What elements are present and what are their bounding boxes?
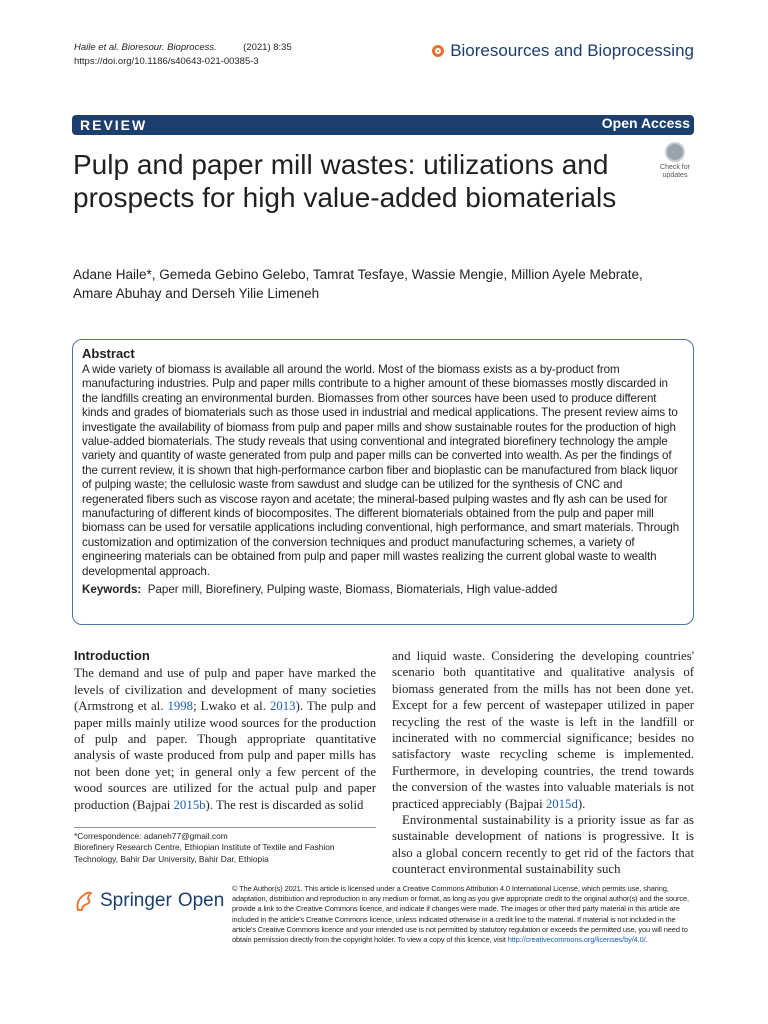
doi-link[interactable]: https://doi.org/10.1186/s40643-021-00385-3 [74,56,259,67]
intro-text-2: ; Lwako et al. [193,699,270,714]
correspondence-email: *Correspondence: adaneh77@gmail.com [74,831,228,841]
citation-year: (2021) 8:35 [243,42,292,53]
license-text [232,884,694,945]
abstract-heading: Abstract [82,346,135,361]
citation-link-1998[interactable]: 1998 [167,699,194,714]
article-type-banner [72,115,694,135]
col2-text-2: ). [577,796,586,811]
footnote-divider [74,827,376,828]
citation-link-2015d[interactable]: 2015d [545,796,578,811]
license-link[interactable]: http://creativecommons.org/licenses/by/4.0/ [507,935,646,945]
keywords [82,583,684,596]
article-type-label: REVIEW [80,117,148,133]
intro-text-3: ). The pulp and paper mills mainly utilize wood sources for the production of pulp and paper. Though appropriate quantitative analysis of waste produced from pulp and paper mills has not been done yet; in general only a few percent of the wood sources are utilized for the actual pulp and paper production (Bajpai [74,699,377,812]
check-for-updates-button[interactable] [656,142,694,182]
license-body: © The Author(s) 2021. This article is licensed under a Creative Commons Attribution 4.0 International License, which permits use, sharing, adaptation, distribution and reproduction in any medium or format, as long as you give appropriate credit to the original author(s) and the source, provide a link to the Creative Commons licence, and indicate if changes were made. The images or other third party material in this article are included in the article's Creative Commons licence, unless indicated otherwise in a credit line to the material. If material is not included in the article's Creative Commons licence and your intended use is not permitted by statutory regulation or exceeds the permitted use, you will need to obtain permission directly from the copyright holder. To view a copy of this licence, visit [232,884,689,945]
open-access-label: Open Access [601,115,690,131]
body-paragraph-1 [392,648,694,812]
section-heading-introduction: Introduction [74,648,150,663]
authors-line-2: Amare Abuhay and Derseh Yilie Limeneh [73,286,320,301]
body-column-left [74,648,376,813]
publisher-name: Springer [100,890,172,911]
citation-link-2015b[interactable]: 2015b [173,797,206,812]
authors-line-1: Adane Haile*, Gemeda Gebino Gelebo, Tamrat Tesfaye, Wassie Mengie, Million Ayele Mebrate, [73,267,643,282]
publisher-open: Open [177,890,225,911]
author-list [73,265,693,303]
correspondence-footnote [74,831,376,865]
abstract-box [72,339,694,625]
springer-horse-icon [74,890,94,912]
license-end: . [645,935,648,945]
intro-text-1: The demand and use of pulp and paper have marked the levels of civilization and development of many societies (Armstrong et al. [74,666,376,714]
intro-paragraph [74,665,376,813]
journal-name: Bioresources and Bioprocessing [450,41,694,60]
citation-header [74,41,292,69]
journal-logo-icon [432,45,444,57]
keywords-label: Keywords: [82,583,142,597]
correspondence-affiliation: Biorefinery Research Centre, Ethiopian Institute of Textile and Fashion Technology, Bahir Dar University, Bahir Dar, Ethiopia [74,842,335,864]
check-updates-label: Check for updates [660,164,690,179]
keywords-list: Paper mill, Biorefinery, Pulping waste, Biomass, Biomaterials, High value-added [147,583,558,597]
citation-authors: Haile et al. Bioresour. Bioprocess. [74,42,217,53]
col2-text-1: and liquid waste. Considering the developing countries' scenario both quantitative and qualitative analysis of biomass generated from the mills has not been done yet. Except for a few percent of wastepaper utilized in paper recycling the rest of the waste is left in the landfill or incinerated with no commercial significance; besides no satisfactory waste recycling scheme is implemented. Furthermore, in developing countries, the trend towards the conversion of the wastes into valuable materials is not practiced appreciably (Bajpai [392,649,694,811]
journal-title[interactable] [432,41,694,61]
body-paragraph-2: Environmental sustainability is a priority issue as far as sustainable development of nations is progressive. It is also a global concern recently to get rid of the factors that counteract environmental sustainability such [392,813,694,877]
body-column-right [392,648,694,878]
article-title: Pulp and paper mill wastes: utilizations and prospects for high value-added biomaterials [73,149,617,213]
citation-link-2013[interactable]: 2013 [269,699,296,714]
check-updates-icon [665,142,685,162]
intro-text-4: ). The rest is discarded as solid [205,797,364,812]
publisher-logo[interactable] [74,890,224,912]
abstract-text: A wide variety of biomass is available all around the world. Most of the biomass exists as a by-product from manufacturing industries. Pulp and paper mills contribute to a higher amount of these biomasses mostly discarded in the landfills creating an environmental burden. Biomasses from other sources have been used to produce different kinds and grades of biomaterials such as those used in industrial and medical applications. The present review aims to investigate the availability of biomass from pulp and paper mills and show sustainable routes for the production of high value-added biomaterials. The study reveals that using conventional and integrated biorefinery technology the ample variety and quantity of waste generated from pulp and paper mills can be converted into wealth. As per the findings of the current review, it is shown that high-performance carbon fiber and bioplastic can be manufactured from black liquor of pulping waste; the cellulosic waste from sawdust and sludge can be utilized for the synthesis of CNC and regenerated fibers such as viscose rayon and acetate; the mineral-based pulping wastes and fly ash can be used for manufacturing of different kinds of biocomposites. The different biomaterials obtained from the pulp and paper mill biomass can be used for versatile applications including conventional, high performance, and smart materials. Through customization and optimization of the conversion techniques and product manufacturing schemes, a variety of engineering materials can be obtained from pulp and paper mill wastes realizing the current global waste to wealth developmental approach. [82,363,680,578]
